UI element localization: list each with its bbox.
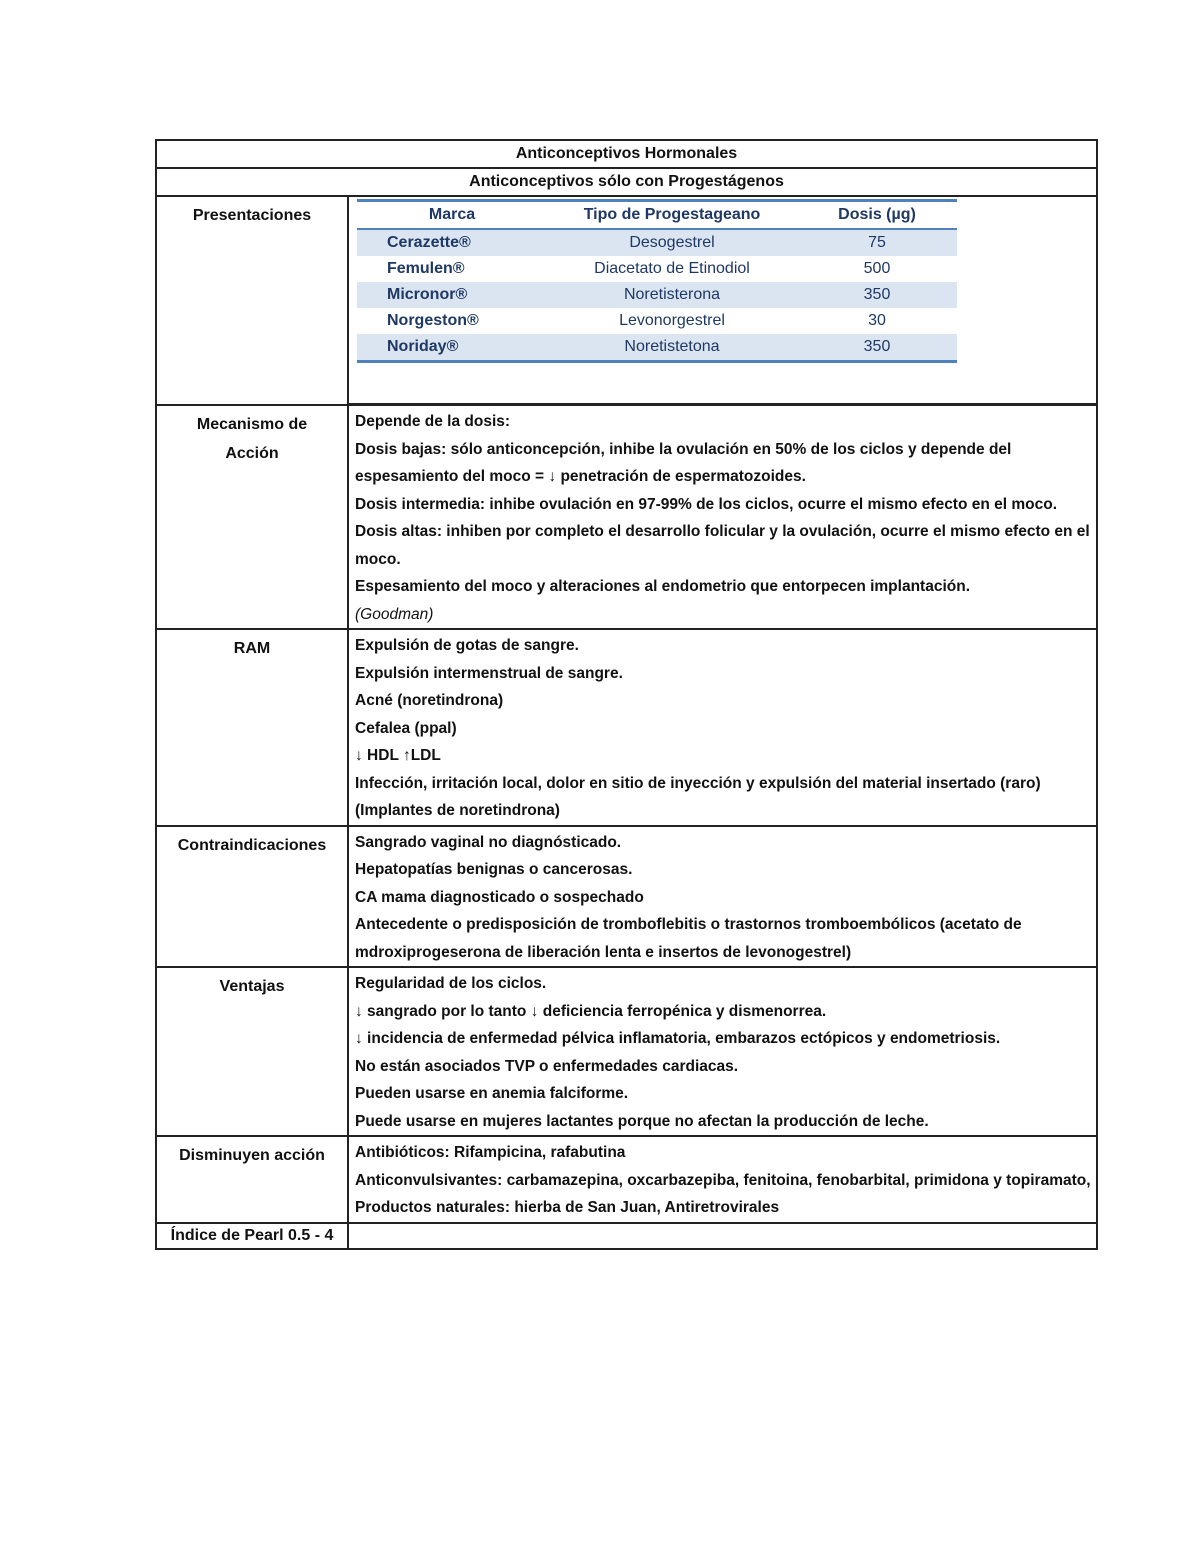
brand-table (357, 199, 957, 363)
table-subtitle: Anticonceptivos sólo con Progestágenos (156, 168, 1097, 196)
brand-name: Noriday® (357, 334, 547, 362)
ventaja-line: Pueden usarse en anemia falciforme. (355, 1085, 629, 1102)
pearl-label (156, 1223, 348, 1249)
contraindicaciones-content (348, 826, 1097, 968)
page (155, 139, 1098, 1250)
ventajas-label: Ventajas (156, 967, 348, 1136)
disminuyen-line: Antibióticos: Rifampicina, rafabutina (355, 1144, 626, 1161)
contraindicacion-line: Hepatopatías benignas o cancerosas. (355, 861, 633, 878)
brand-name: Femulen® (387, 260, 465, 277)
table-row (357, 334, 957, 362)
mecanismo-line: Dosis intermedia: inhibe ovulación en 97-99% de los ciclos, ocurre el mismo efecto en el moco. (355, 495, 1058, 513)
table-row (357, 256, 957, 282)
ventaja-line: No están asociados TVP o enfermedades cardiacas. (355, 1057, 739, 1075)
progestagen-type: Noretisterona (547, 282, 797, 308)
mecanismo-source: (Goodman) (355, 605, 434, 623)
mecanismo-label-line2: Acción (225, 445, 279, 462)
mecanismo-line: Espesamiento del moco y alteraciones al endometrio que entorpecen implantación. (355, 578, 970, 595)
ram-line: Cefalea (ppal) (355, 719, 457, 737)
contraindicaciones-label: Contraindicaciones (156, 826, 348, 968)
disminuyen-label: Disminuyen acción (156, 1136, 348, 1223)
ram-content (348, 629, 1097, 826)
contraindicacion-line: CA mama diagnosticado o sospechado (355, 888, 644, 906)
header-brand: Marca (357, 201, 547, 230)
header-dose: Dosis (µg) (797, 201, 957, 230)
brand-name: Norgeston® (387, 312, 479, 329)
progestagen-type: Desogestrel (547, 229, 797, 256)
ram-line: Expulsión intermenstrual de sangre. (355, 664, 623, 682)
dose-value: 350 (797, 334, 957, 362)
ram-line: ↓ HDL ↑LDL (355, 747, 441, 764)
ram-label: RAM (156, 629, 348, 826)
mecanismo-content (348, 405, 1097, 629)
mecanismo-label (156, 405, 348, 629)
mecanismo-line: Depende de la dosis: (355, 413, 511, 430)
disminuyen-line: Anticonvulsivantes: carbamazepina, oxcarbazepiba, fenitoina, fenobarbital, primidona y topiramato, (355, 1171, 1091, 1189)
table-title: Anticonceptivos Hormonales (156, 140, 1097, 168)
contraindicacion-line: Antecedente o predisposición de tromboflebitis o trastornos tromboembólicos (acetato de mdroxiprogeserona de liberación lenta e insertos de levonogestrel) (355, 916, 1022, 961)
progestagen-type: Noretistetona (547, 334, 797, 362)
table-row (357, 308, 957, 334)
ventajas-content (348, 967, 1097, 1136)
brand-name: Micronor® (357, 282, 547, 308)
presentaciones-content (348, 196, 1097, 405)
divider (349, 403, 1096, 404)
ram-line: Expulsión de gotas de sangre. (355, 637, 579, 654)
progestagen-type: Diacetato de Etinodiol (594, 260, 750, 277)
dose-value: 30 (868, 312, 886, 329)
header-type: Tipo de Progestageano (547, 201, 797, 230)
ventaja-line: ↓ incidencia de enfermedad pélvica inflamatoria, embarazos ectópicos y endometriosis. (355, 1030, 1001, 1047)
contraceptive-table (155, 139, 1098, 1250)
ram-line: Acné (noretindrona) (355, 692, 504, 709)
brand-table-header (357, 201, 957, 230)
ventaja-line: ↓ sangrado por lo tanto ↓ deficiencia ferropénica y dismenorrea. (355, 1002, 827, 1020)
table-row (357, 282, 957, 308)
brand-name: Cerazette® (357, 229, 547, 256)
progestagen-type: Levonorgestrel (619, 312, 725, 329)
table-row (357, 229, 957, 256)
ram-line: Infección, irritación local, dolor en sitio de inyección y expulsión del material insertado (raro)(Implantes de noretindrona) (355, 774, 1041, 819)
disminuyen-content (348, 1136, 1097, 1223)
ventaja-line: Puede usarse en mujeres lactantes porque no afectan la producción de leche. (355, 1112, 929, 1130)
dose-value: 350 (797, 282, 957, 308)
disminuyen-line: Productos naturales: hierba de San Juan, Antiretrovirales (355, 1199, 780, 1216)
contraindicacion-line: Sangrado vaginal no diagnósticado. (355, 833, 622, 851)
presentaciones-label: Presentaciones (156, 196, 348, 405)
ventaja-line: Regularidad de los ciclos. (355, 975, 547, 992)
dose-value: 500 (863, 260, 891, 277)
mecanismo-label-line1: Mecanismo de (196, 416, 308, 433)
pearl-content (348, 1223, 1097, 1249)
mecanismo-line: Dosis altas: inhiben por completo el desarrollo folicular y la ovulación, ocurre el mismo efecto en el moco. (355, 523, 1090, 568)
pearl-label-text: Índice de Pearl (170, 1226, 284, 1244)
pearl-value: 0.5 - 4 (288, 1226, 334, 1244)
mecanismo-line: Dosis bajas: sólo anticoncepción, inhibe la ovulación en 50% de los ciclos y depende del espesamiento del moco = ↓ penetración de espermatozoides. (355, 440, 1012, 485)
dose-value: 75 (797, 229, 957, 256)
